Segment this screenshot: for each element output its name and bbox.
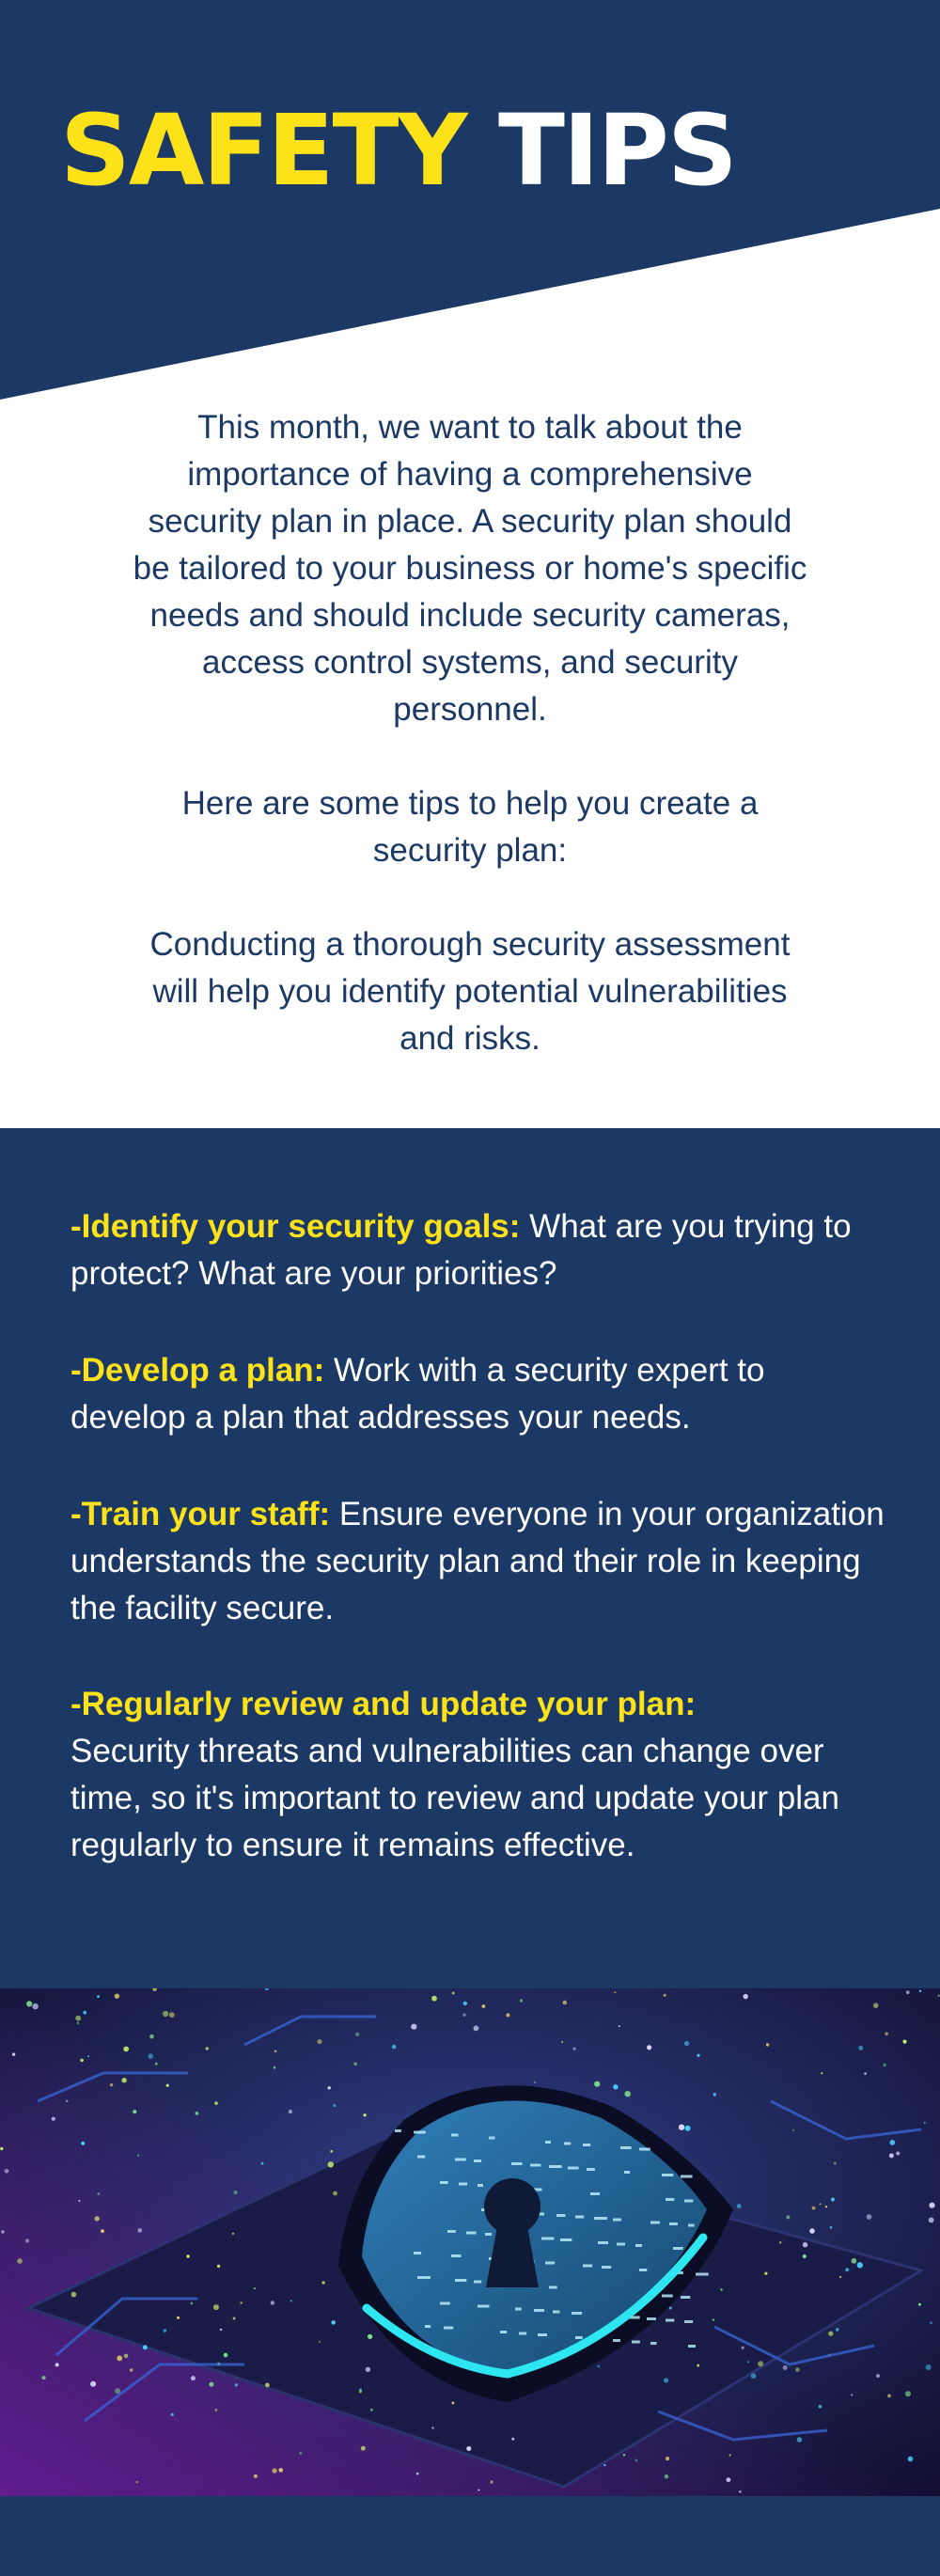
header-banner [0,0,940,404]
intro-assessment-text: Conducting a thorough security assessment will help you identify potential vulnerabilities and risks. [149,926,791,1057]
page-title [60,93,736,208]
tip-body: What are you trying to protect? What are your priorities? [70,1208,852,1292]
tip-item [70,1203,888,1297]
tip-body: Security threats and vulnerabilities can change over time, so it's important to review and update your plan regularly to ensure it remains effective. [70,1733,839,1863]
tip-body: Ensure everyone in your organization understands the security plan and their role in keeping the facility secure. [70,1496,885,1626]
intro-paragraph: This month, we want to talk about the importance of having a comprehensive security plan in place. A security plan should be tailored to your business or home's specific needs and should include security cameras, access control systems, and security personnel. [133,409,807,728]
security-illustration [0,1988,940,2496]
tip-item [70,1681,888,1869]
tips-section [0,1128,940,1988]
intro-tips-lead: Here are some tips to help you create a security plan: [181,785,759,869]
tip-heading: -Train your staff: [70,1496,331,1532]
title-part-safety: SAFETY [60,93,466,208]
tip-body: Work with a security expert to develop a plan that addresses your needs. [70,1352,765,1436]
footer-bar [0,2496,940,2576]
tip-item [70,1491,888,1632]
tip-item [70,1347,888,1441]
intro-section [0,404,940,1128]
tip-heading: -Regularly review and update your plan: [70,1686,697,1722]
tip-heading: -Identify your security goals: [70,1208,521,1245]
title-part-tips: TIPS [497,93,736,208]
tip-heading: -Develop a plan: [70,1352,325,1389]
